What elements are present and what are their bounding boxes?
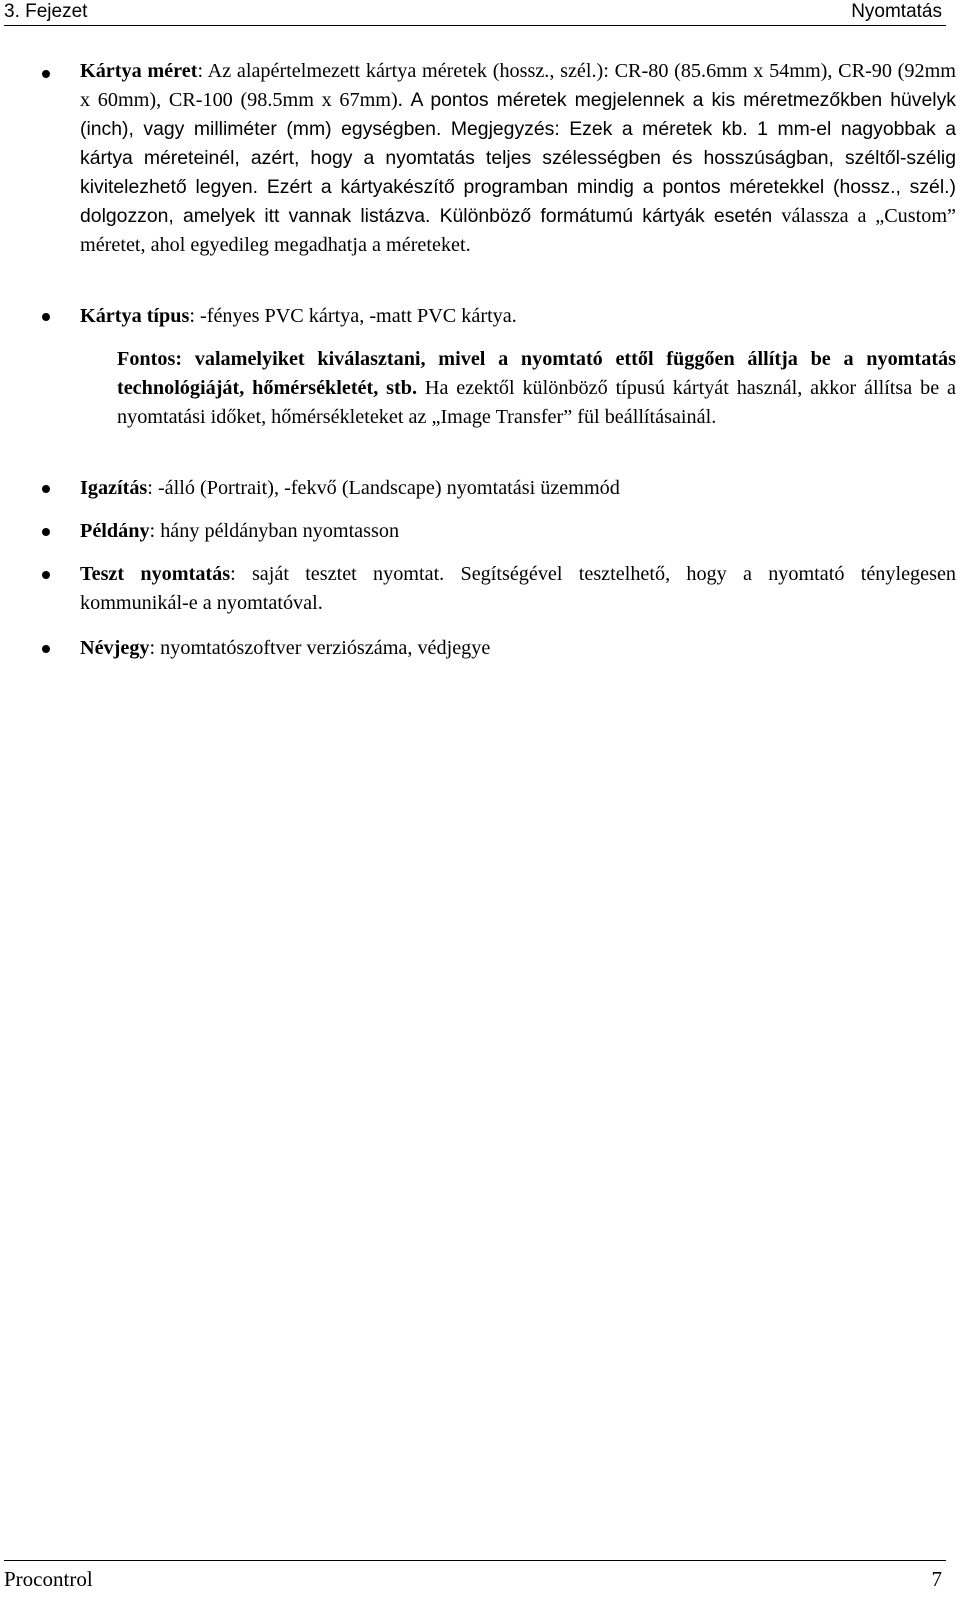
running-footer [4, 1560, 946, 1598]
list-item-card-type [80, 302, 956, 331]
list-item-copies [80, 517, 956, 546]
item-term: Igazítás [80, 477, 148, 499]
note-bold: Fontos: valamelyiket kiválasztani, mivel a nyomtató ettől függően állítja be a nyomtatás technológiáját, hőmérsékletét, stb. [117, 348, 956, 399]
item-separator: : [197, 60, 208, 82]
item-term: Példány [80, 520, 150, 542]
item-term: Kártya méret [80, 60, 198, 82]
item-separator: : [230, 563, 252, 585]
item-text: hány példányban nyomtasson [160, 520, 400, 542]
item-separator: : [189, 305, 201, 327]
bullet-icon [42, 571, 50, 579]
list-item-card-size [80, 57, 956, 260]
item-text-sans: A pontos méretek megjelennek a kis méretmezőkben hüvelyk (inch), vagy milliméter (mm) egységben. Megjegyzés: Ezek a méretek kb. 1 mm-el nagyobbak a kártya méreteinél, azért, hogy a nyomtatás teljes szélességben és hosszúságban, széltől-szélig kivitelezhető legyen. Ezért a kártyakészítő programban mindig a pontos méretekkel (hossz., szél.) dolgozzon, amelyek itt vannak listázva. Különböző formátumú kártyák esetén [80, 89, 956, 227]
running-header [4, 0, 946, 26]
chapter-label: 3. Fejezet [4, 1, 88, 22]
item-text: -álló (Portrait), -fekvő (Landscape) nyomtatási üzemmód [157, 477, 620, 499]
important-note [117, 345, 956, 432]
item-text: -fényes PVC kártya, -matt PVC kártya. [200, 305, 517, 327]
note-text: Ha ezektől különböző típusú kártyát használ, akkor állítsa be a nyomtatási időket, hőmérsékleteket az „Image Transfer” fül beállításainál. [117, 377, 956, 428]
item-text: nyomtatószoftver verziószáma, védjegye [160, 637, 491, 659]
item-term: Teszt nyomtatás [80, 563, 231, 585]
bullet-icon [42, 313, 50, 321]
item-text: saját tesztet nyomtat. Segítségével tesztelhető, hogy a nyomtató ténylegesen kommunikál-e a nyomtatóval. [80, 563, 956, 614]
item-separator: : [149, 637, 161, 659]
section-label: Nyomtatás [851, 1, 942, 22]
list-item-about [80, 634, 956, 663]
item-term: Kártya típus [80, 305, 190, 327]
footer-brand: Procontrol [4, 1567, 93, 1591]
bullet-icon [42, 485, 50, 493]
page-number: 7 [931, 1567, 942, 1591]
list-item-test-print [80, 560, 956, 618]
bullet-icon [42, 645, 50, 653]
list-item-orientation [80, 474, 956, 503]
item-separator: : [149, 520, 161, 542]
item-text: Az alapértelmezett kártya méretek (hossz., szél.): CR-80 (85.6mm x 54mm), CR-90 (92mm x 60mm), CR-100 (98.5mm x 67mm). [80, 60, 956, 111]
item-separator: : [147, 477, 158, 499]
bullet-icon [42, 528, 50, 536]
bullet-icon [42, 70, 50, 78]
item-text-end: válassza a „Custom” méretet, ahol egyedileg megadhatja a méreteket. [80, 205, 956, 256]
item-term: Névjegy [80, 637, 150, 659]
